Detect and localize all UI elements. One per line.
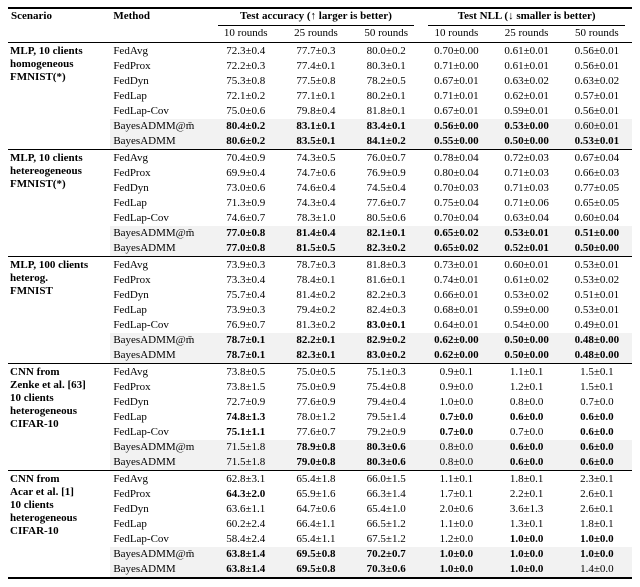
value-cell: 0.6±0.0 bbox=[509, 411, 544, 423]
value-cell: 78.0±1.2 bbox=[296, 411, 336, 423]
method-cell: FedLap bbox=[113, 304, 147, 316]
value-cell: 1.0±0.0 bbox=[421, 547, 491, 562]
value-cell: 70.2±0.7 bbox=[351, 547, 421, 562]
scenario-line: CNN from bbox=[10, 473, 60, 485]
column-header-nll-10-rounds: 10 rounds bbox=[421, 26, 491, 43]
method-cell: FedLap bbox=[113, 411, 147, 423]
value-cell: 0.50±0.00 bbox=[492, 134, 562, 150]
value-cell: 1.0±0.0 bbox=[562, 547, 632, 562]
value-cell: 84.1±0.2 bbox=[351, 134, 421, 150]
value-cell: 0.67±0.01 bbox=[434, 75, 479, 87]
value-cell: 64.3±2.0 bbox=[226, 488, 266, 500]
value-cell: 82.1±0.1 bbox=[351, 226, 421, 241]
value-cell: 77.4±0.1 bbox=[296, 60, 336, 72]
value-cell: 77.6±0.9 bbox=[296, 396, 336, 408]
scenario-line: MLP, 100 clients bbox=[10, 259, 89, 271]
method-cell: FedProx bbox=[113, 167, 151, 179]
value-cell: 0.67±0.01 bbox=[434, 105, 479, 117]
value-cell: 0.8±0.0 bbox=[421, 455, 491, 471]
table-row bbox=[8, 257, 632, 274]
method-cell: FedDyn bbox=[113, 503, 149, 515]
value-cell: 0.55±0.00 bbox=[421, 134, 491, 150]
value-cell: 0.59±0.01 bbox=[504, 105, 549, 117]
value-cell: 76.0±0.7 bbox=[351, 150, 421, 167]
method-cell: BayesADMM bbox=[110, 348, 210, 364]
column-header-nll-50-rounds: 50 rounds bbox=[562, 26, 632, 43]
value-cell: 0.60±0.01 bbox=[492, 257, 562, 274]
column-header-method: Method bbox=[110, 8, 210, 43]
value-cell: 65.4±1.0 bbox=[366, 503, 406, 515]
value-cell: 0.9±0.1 bbox=[421, 364, 491, 381]
value-cell: 82.4±0.3 bbox=[366, 304, 406, 316]
value-cell: 69.9±0.4 bbox=[226, 167, 266, 179]
scenario-line: MLP, 10 clients bbox=[10, 45, 83, 57]
method-cell: BayesADMM bbox=[110, 241, 210, 257]
value-cell: 77.6±0.7 bbox=[366, 197, 406, 209]
value-cell: 1.0±0.0 bbox=[421, 562, 491, 578]
scenario-line: heterogeneous bbox=[10, 405, 78, 417]
value-cell: 0.48±0.00 bbox=[562, 348, 632, 364]
scenario-line: FMNIST(*) bbox=[10, 71, 66, 83]
table-row bbox=[8, 150, 632, 167]
column-header-scenario: Scenario bbox=[8, 8, 110, 43]
value-cell: 62.8±3.1 bbox=[211, 471, 281, 488]
value-cell: 0.70±0.00 bbox=[421, 43, 491, 60]
value-cell: 0.77±0.05 bbox=[574, 182, 620, 194]
value-cell: 0.63±0.04 bbox=[504, 212, 549, 224]
value-cell: 0.50±0.00 bbox=[492, 348, 562, 364]
method-cell: FedLap bbox=[113, 197, 147, 209]
value-cell: 78.7±0.1 bbox=[211, 348, 281, 364]
value-cell: 77.7±0.3 bbox=[281, 43, 351, 60]
value-cell: 1.7±0.1 bbox=[439, 488, 474, 500]
value-cell: 75.0±0.9 bbox=[296, 381, 336, 393]
value-cell: 82.2±0.3 bbox=[366, 289, 406, 301]
method-cell: FedLap bbox=[113, 518, 147, 530]
value-cell: 0.68±0.01 bbox=[434, 304, 479, 316]
value-cell: 0.6±0.0 bbox=[562, 455, 632, 471]
scenario-cell bbox=[8, 471, 110, 579]
method-cell: FedAvg bbox=[110, 364, 210, 381]
value-cell: 0.63±0.02 bbox=[574, 75, 620, 87]
value-cell: 70.4±0.9 bbox=[211, 150, 281, 167]
value-cell: 78.9±0.8 bbox=[281, 440, 351, 455]
value-cell: 0.75±0.04 bbox=[434, 197, 479, 209]
value-cell: 0.64±0.01 bbox=[434, 319, 479, 331]
method-cell: FedProx bbox=[113, 488, 151, 500]
value-cell: 65.4±1.8 bbox=[281, 471, 351, 488]
value-cell: 77.6±0.7 bbox=[296, 426, 336, 438]
value-cell: 74.3±0.4 bbox=[296, 197, 336, 209]
value-cell: 0.71±0.03 bbox=[504, 182, 549, 194]
value-cell: 78.2±0.5 bbox=[366, 75, 406, 87]
value-cell: 0.71±0.00 bbox=[434, 60, 479, 72]
method-cell: FedLap-Cov bbox=[113, 105, 169, 117]
method-cell: FedLap-Cov bbox=[113, 212, 169, 224]
value-cell: 72.1±0.2 bbox=[226, 90, 266, 102]
scenario-line: FMNIST bbox=[10, 285, 53, 297]
scenario-line: CIFAR-10 bbox=[10, 418, 59, 430]
value-cell: 73.8±0.5 bbox=[211, 364, 281, 381]
value-cell: 82.9±0.2 bbox=[351, 333, 421, 348]
table-header bbox=[8, 8, 632, 43]
value-cell: 0.53±0.01 bbox=[492, 226, 562, 241]
value-cell: 2.0±0.6 bbox=[439, 503, 474, 515]
value-cell: 80.3±0.1 bbox=[366, 60, 406, 72]
method-cell: BayesADMM bbox=[110, 455, 210, 471]
value-cell: 2.6±0.1 bbox=[580, 503, 614, 515]
scenario-line: heterogeneous bbox=[10, 512, 78, 524]
table-row bbox=[8, 471, 632, 488]
value-cell: 2.2±0.1 bbox=[509, 488, 544, 500]
column-header-acc-10-rounds: 10 rounds bbox=[211, 26, 281, 43]
value-cell: 0.8±0.0 bbox=[421, 440, 491, 455]
value-cell: 72.3±0.4 bbox=[211, 43, 281, 60]
value-cell: 0.53±0.01 bbox=[562, 257, 632, 274]
value-cell: 80.3±0.6 bbox=[351, 455, 421, 471]
value-cell: 0.70±0.03 bbox=[434, 182, 479, 194]
value-cell: 66.5±1.2 bbox=[366, 518, 406, 530]
nll-group-label: Test NLL (↓ smaller is better) bbox=[428, 9, 625, 26]
value-cell: 0.53±0.02 bbox=[504, 289, 549, 301]
scenario-cell bbox=[8, 43, 110, 150]
value-cell: 77.0±0.8 bbox=[211, 226, 281, 241]
value-cell: 78.4±0.1 bbox=[296, 274, 336, 286]
value-cell: 74.8±1.3 bbox=[226, 411, 266, 423]
value-cell: 80.0±0.2 bbox=[351, 43, 421, 60]
value-cell: 0.66±0.01 bbox=[434, 289, 479, 301]
value-cell: 79.8±0.4 bbox=[296, 105, 336, 117]
value-cell: 63.8±1.4 bbox=[211, 562, 281, 578]
value-cell: 58.4±2.4 bbox=[226, 533, 266, 545]
value-cell: 1.0±0.0 bbox=[439, 396, 474, 408]
value-cell: 0.66±0.03 bbox=[574, 167, 620, 179]
value-cell: 69.5±0.8 bbox=[281, 547, 351, 562]
value-cell: 2.6±0.1 bbox=[580, 488, 614, 500]
method-cell: BayesADMM bbox=[110, 134, 210, 150]
accuracy-group-label: Test accuracy (↑ larger is better) bbox=[218, 9, 415, 26]
value-cell: 0.67±0.04 bbox=[562, 150, 632, 167]
value-cell: 72.7±0.9 bbox=[226, 396, 266, 408]
method-cell: FedProx bbox=[113, 60, 151, 72]
value-cell: 0.60±0.01 bbox=[562, 119, 632, 134]
value-cell: 65.9±1.6 bbox=[296, 488, 336, 500]
value-cell: 81.4±0.2 bbox=[296, 289, 336, 301]
value-cell: 77.1±0.1 bbox=[296, 90, 336, 102]
value-cell: 73.0±0.6 bbox=[226, 182, 266, 194]
value-cell: 80.6±0.2 bbox=[211, 134, 281, 150]
value-cell: 66.0±1.5 bbox=[351, 471, 421, 488]
scenario-line: hetereogeneous bbox=[10, 165, 82, 177]
value-cell: 66.3±1.4 bbox=[366, 488, 406, 500]
value-cell: 1.5±0.1 bbox=[580, 381, 614, 393]
header-row-groups bbox=[8, 8, 632, 26]
scenario-line: heterog. bbox=[10, 272, 48, 284]
value-cell: 81.3±0.2 bbox=[296, 319, 336, 331]
value-cell: 0.51±0.00 bbox=[562, 226, 632, 241]
table-body bbox=[8, 43, 632, 579]
value-cell: 69.5±0.8 bbox=[281, 562, 351, 578]
method-cell: BayesADMM bbox=[110, 562, 210, 578]
method-cell: FedAvg bbox=[110, 43, 210, 60]
value-cell: 0.65±0.02 bbox=[421, 226, 491, 241]
value-cell: 0.80±0.04 bbox=[434, 167, 479, 179]
value-cell: 74.5±0.4 bbox=[366, 182, 406, 194]
method-cell: FedAvg bbox=[110, 471, 210, 488]
value-cell: 81.8±0.1 bbox=[366, 105, 406, 117]
value-cell: 0.54±0.00 bbox=[504, 319, 549, 331]
value-cell: 81.8±0.3 bbox=[351, 257, 421, 274]
value-cell: 1.1±0.1 bbox=[492, 364, 562, 381]
value-cell: 77.5±0.8 bbox=[296, 75, 336, 87]
method-cell: BayesADMM@m̄ bbox=[110, 226, 210, 241]
value-cell: 63.6±1.1 bbox=[226, 503, 266, 515]
value-cell: 0.71±0.01 bbox=[434, 90, 479, 102]
value-cell: 0.78±0.04 bbox=[421, 150, 491, 167]
value-cell: 83.0±0.1 bbox=[366, 319, 406, 331]
method-cell: FedAvg bbox=[110, 257, 210, 274]
results-table bbox=[8, 7, 632, 579]
value-cell: 0.70±0.04 bbox=[434, 212, 479, 224]
value-cell: 0.56±0.01 bbox=[574, 60, 620, 72]
value-cell: 0.53±0.02 bbox=[574, 274, 620, 286]
value-cell: 75.7±0.4 bbox=[226, 289, 266, 301]
value-cell: 81.4±0.4 bbox=[281, 226, 351, 241]
method-cell: FedLap-Cov bbox=[113, 319, 169, 331]
method-cell: FedDyn bbox=[113, 182, 149, 194]
value-cell: 1.3±0.1 bbox=[509, 518, 544, 530]
scenario-cell bbox=[8, 257, 110, 364]
column-header-nll-25-rounds: 25 rounds bbox=[492, 26, 562, 43]
value-cell: 0.6±0.0 bbox=[492, 440, 562, 455]
value-cell: 73.9±0.3 bbox=[226, 304, 266, 316]
scenario-line: Acar et al. [1] bbox=[10, 486, 74, 498]
value-cell: 0.65±0.05 bbox=[574, 197, 620, 209]
method-cell: FedDyn bbox=[113, 75, 149, 87]
value-cell: 0.6±0.0 bbox=[580, 426, 614, 438]
method-cell: FedLap-Cov bbox=[113, 426, 169, 438]
method-cell: BayesADMM@m̄ bbox=[110, 333, 210, 348]
value-cell: 0.52±0.01 bbox=[492, 241, 562, 257]
value-cell: 0.7±0.0 bbox=[439, 411, 474, 423]
value-cell: 2.3±0.1 bbox=[562, 471, 632, 488]
value-cell: 0.9±0.0 bbox=[439, 381, 474, 393]
value-cell: 78.3±1.0 bbox=[296, 212, 336, 224]
value-cell: 60.2±2.4 bbox=[226, 518, 266, 530]
method-cell: FedProx bbox=[113, 274, 151, 286]
value-cell: 0.50±0.00 bbox=[492, 333, 562, 348]
value-cell: 81.6±0.1 bbox=[366, 274, 406, 286]
value-cell: 75.0±0.6 bbox=[226, 105, 266, 117]
value-cell: 83.5±0.1 bbox=[281, 134, 351, 150]
value-cell: 83.1±0.1 bbox=[281, 119, 351, 134]
value-cell: 0.60±0.04 bbox=[574, 212, 620, 224]
method-cell: BayesADMM@m bbox=[110, 440, 210, 455]
value-cell: 75.1±0.3 bbox=[351, 364, 421, 381]
value-cell: 1.0±0.0 bbox=[509, 533, 544, 545]
scenario-line: homogeneous bbox=[10, 58, 74, 70]
method-cell: BayesADMM@m̄ bbox=[110, 119, 210, 134]
value-cell: 65.4±1.1 bbox=[296, 533, 336, 545]
value-cell: 0.53±0.01 bbox=[562, 134, 632, 150]
table-row bbox=[8, 43, 632, 60]
value-cell: 0.74±0.01 bbox=[434, 274, 479, 286]
method-cell: FedLap-Cov bbox=[113, 533, 169, 545]
value-cell: 74.7±0.6 bbox=[296, 167, 336, 179]
value-cell: 3.6±1.3 bbox=[509, 503, 544, 515]
value-cell: 83.0±0.2 bbox=[351, 348, 421, 364]
value-cell: 0.56±0.01 bbox=[574, 105, 620, 117]
value-cell: 81.5±0.5 bbox=[281, 241, 351, 257]
value-cell: 75.3±0.8 bbox=[226, 75, 266, 87]
method-cell: FedDyn bbox=[113, 396, 149, 408]
column-header-acc-25-rounds: 25 rounds bbox=[281, 26, 351, 43]
value-cell: 0.51±0.01 bbox=[574, 289, 620, 301]
value-cell: 80.5±0.6 bbox=[366, 212, 406, 224]
value-cell: 79.4±0.4 bbox=[366, 396, 406, 408]
value-cell: 0.57±0.01 bbox=[574, 90, 620, 102]
value-cell: 0.71±0.06 bbox=[504, 197, 549, 209]
value-cell: 71.5±1.8 bbox=[211, 455, 281, 471]
value-cell: 72.2±0.3 bbox=[226, 60, 266, 72]
value-cell: 0.53±0.00 bbox=[492, 119, 562, 134]
value-cell: 75.1±1.1 bbox=[226, 426, 266, 438]
value-cell: 0.61±0.01 bbox=[492, 43, 562, 60]
value-cell: 0.59±0.00 bbox=[504, 304, 549, 316]
value-cell: 79.5±1.4 bbox=[366, 411, 406, 423]
value-cell: 70.3±0.6 bbox=[351, 562, 421, 578]
method-cell: FedDyn bbox=[113, 289, 149, 301]
value-cell: 1.8±0.1 bbox=[580, 518, 614, 530]
value-cell: 80.3±0.6 bbox=[351, 440, 421, 455]
value-cell: 76.9±0.7 bbox=[226, 319, 266, 331]
value-cell: 73.3±0.4 bbox=[226, 274, 266, 286]
value-cell: 67.5±1.2 bbox=[366, 533, 406, 545]
value-cell: 79.2±0.9 bbox=[366, 426, 406, 438]
value-cell: 1.8±0.1 bbox=[492, 471, 562, 488]
value-cell: 1.2±0.0 bbox=[439, 533, 474, 545]
value-cell: 0.49±0.01 bbox=[574, 319, 620, 331]
value-cell: 0.7±0.0 bbox=[580, 396, 614, 408]
scenario-line: Zenke et al. [63] bbox=[10, 379, 86, 391]
value-cell: 78.7±0.1 bbox=[211, 333, 281, 348]
scenario-line: MLP, 10 clients bbox=[10, 152, 83, 164]
value-cell: 71.5±1.8 bbox=[211, 440, 281, 455]
value-cell: 73.8±1.5 bbox=[226, 381, 266, 393]
value-cell: 0.6±0.0 bbox=[580, 411, 614, 423]
value-cell: 82.2±0.1 bbox=[281, 333, 351, 348]
value-cell: 78.7±0.3 bbox=[281, 257, 351, 274]
value-cell: 0.61±0.01 bbox=[504, 60, 549, 72]
value-cell: 1.1±0.0 bbox=[439, 518, 474, 530]
value-cell: 0.62±0.00 bbox=[421, 333, 491, 348]
table-row bbox=[8, 364, 632, 381]
value-cell: 66.4±1.1 bbox=[296, 518, 336, 530]
value-cell: 74.6±0.4 bbox=[296, 182, 336, 194]
value-cell: 0.72±0.03 bbox=[492, 150, 562, 167]
value-cell: 0.65±0.02 bbox=[421, 241, 491, 257]
value-cell: 0.71±0.03 bbox=[504, 167, 549, 179]
value-cell: 1.0±0.0 bbox=[492, 547, 562, 562]
value-cell: 75.4±0.8 bbox=[366, 381, 406, 393]
value-cell: 0.6±0.0 bbox=[562, 440, 632, 455]
value-cell: 1.1±0.1 bbox=[421, 471, 491, 488]
scenario-line: CIFAR-10 bbox=[10, 525, 59, 537]
column-group-nll bbox=[421, 8, 632, 26]
value-cell: 63.8±1.4 bbox=[211, 547, 281, 562]
scenario-cell bbox=[8, 150, 110, 257]
column-header-acc-50-rounds: 50 rounds bbox=[351, 26, 421, 43]
value-cell: 0.48±0.00 bbox=[562, 333, 632, 348]
value-cell: 79.0±0.8 bbox=[281, 455, 351, 471]
value-cell: 82.3±0.1 bbox=[281, 348, 351, 364]
scenario-line: CNN from bbox=[10, 366, 60, 378]
value-cell: 0.53±0.01 bbox=[574, 304, 620, 316]
value-cell: 0.62±0.01 bbox=[504, 90, 549, 102]
value-cell: 1.0±0.0 bbox=[492, 562, 562, 578]
method-cell: FedAvg bbox=[110, 150, 210, 167]
scenario-line: 10 clients bbox=[10, 499, 54, 511]
scenario-line: FMNIST(*) bbox=[10, 178, 66, 190]
value-cell: 75.0±0.5 bbox=[281, 364, 351, 381]
value-cell: 0.6±0.0 bbox=[492, 455, 562, 471]
method-cell: FedProx bbox=[113, 381, 151, 393]
value-cell: 0.56±0.00 bbox=[421, 119, 491, 134]
value-cell: 80.4±0.2 bbox=[211, 119, 281, 134]
value-cell: 71.3±0.9 bbox=[226, 197, 266, 209]
method-cell: FedLap bbox=[113, 90, 147, 102]
scenario-cell bbox=[8, 364, 110, 471]
value-cell: 0.50±0.00 bbox=[562, 241, 632, 257]
value-cell: 64.7±0.6 bbox=[296, 503, 336, 515]
value-cell: 1.0±0.0 bbox=[580, 533, 614, 545]
value-cell: 1.5±0.1 bbox=[562, 364, 632, 381]
value-cell: 80.2±0.1 bbox=[366, 90, 406, 102]
value-cell: 83.4±0.1 bbox=[351, 119, 421, 134]
value-cell: 0.8±0.0 bbox=[509, 396, 544, 408]
value-cell: 0.7±0.0 bbox=[509, 426, 544, 438]
value-cell: 0.63±0.02 bbox=[504, 75, 549, 87]
value-cell: 0.61±0.02 bbox=[504, 274, 549, 286]
value-cell: 0.62±0.00 bbox=[421, 348, 491, 364]
method-cell: BayesADMM@m̄ bbox=[110, 547, 210, 562]
value-cell: 73.9±0.3 bbox=[211, 257, 281, 274]
value-cell: 74.6±0.7 bbox=[226, 212, 266, 224]
value-cell: 0.7±0.0 bbox=[439, 426, 474, 438]
value-cell: 76.9±0.9 bbox=[366, 167, 406, 179]
value-cell: 1.2±0.1 bbox=[509, 381, 544, 393]
value-cell: 74.3±0.5 bbox=[281, 150, 351, 167]
value-cell: 82.3±0.2 bbox=[351, 241, 421, 257]
column-group-accuracy bbox=[211, 8, 422, 26]
value-cell: 0.73±0.01 bbox=[421, 257, 491, 274]
value-cell: 79.4±0.2 bbox=[296, 304, 336, 316]
value-cell: 77.0±0.8 bbox=[211, 241, 281, 257]
value-cell: 1.4±0.0 bbox=[562, 562, 632, 578]
scenario-line: 10 clients bbox=[10, 392, 54, 404]
value-cell: 0.56±0.01 bbox=[562, 43, 632, 60]
